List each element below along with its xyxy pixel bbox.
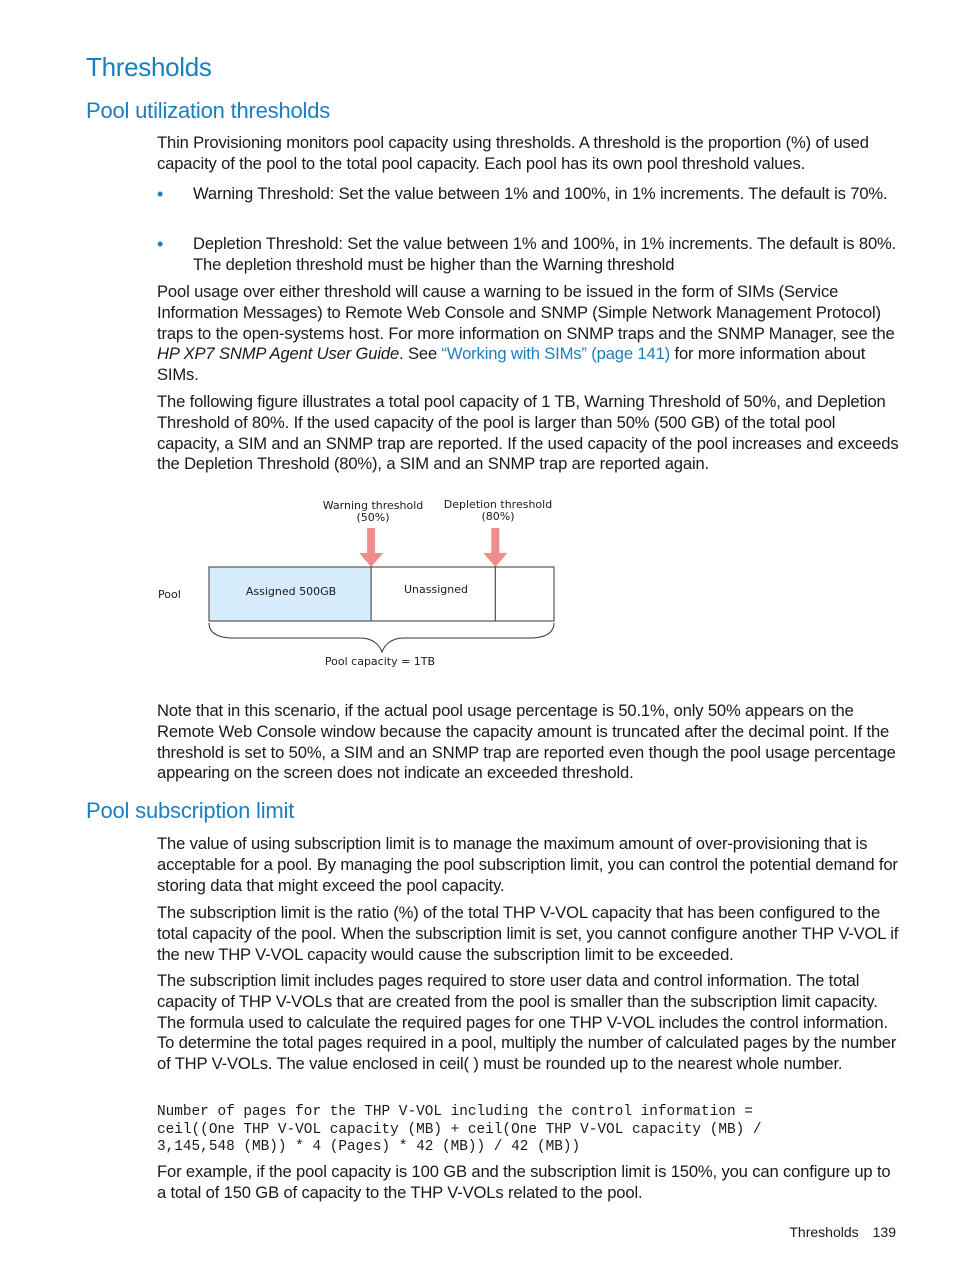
figure-description-paragraph xyxy=(157,392,899,475)
page-footer xyxy=(789,1224,896,1240)
unassigned-label: Unassigned xyxy=(404,583,468,596)
footer-page-number: 139 xyxy=(872,1224,896,1240)
subscription-paragraph-2 xyxy=(157,903,899,965)
code-line-3: 3,145,548 (MB)) * 4 (Pages) * 42 (MB)) / 42 (MB)) xyxy=(157,1139,581,1156)
warning-label-line1: Warning threshold xyxy=(322,499,424,512)
capacity-brace xyxy=(209,623,554,652)
warning-threshold-label xyxy=(318,500,428,524)
page-title: Thresholds xyxy=(86,52,212,82)
sim-text xyxy=(157,282,899,386)
subscription-text-3: The subscription limit includes pages required to store user data and control information. The total capacity of THP V-VOLs that are created from the pool is smaller than the subscription limit capacity. The formula used to calculate the required pages for one THP V-VOL includes the control information. To determine the total pages required in a pool, multiply the number of calculated pages by the number of THP V-VOLs. The value enclosed in ceil( ) must be rounded up to the nearest whole number. xyxy=(157,971,897,1074)
warning-label-line2: (50%) xyxy=(356,511,390,524)
code-line-2: ceil((One THP V-VOL capacity (MB) + ceil(One THP V-VOL capacity (MB) / xyxy=(157,1121,762,1138)
depletion-arrow-icon xyxy=(483,528,507,567)
section-heading-pool-subscription: Pool subscription limit xyxy=(86,798,295,823)
section-heading-pool-utilization: Pool utilization thresholds xyxy=(86,98,331,123)
subscription-text-2: The subscription limit is the ratio (%) of the total THP V-VOL capacity that has been configured to the total capacity of the pool. When the subscription limit is set, you cannot configure another THP V-VOL if the new THP V-VOL capacity would cause the subscription limit to be exceeded. xyxy=(157,903,899,964)
guide-title: HP XP7 SNMP Agent User Guide xyxy=(157,344,400,364)
bullet-text: Warning Threshold: Set the value between 1% and 100%, in 1% increments. The default is 70%. xyxy=(193,184,888,203)
bullet-dot-icon: • xyxy=(157,184,164,204)
depletion-label-line2: (80%) xyxy=(481,510,515,523)
sim-paragraph xyxy=(157,282,899,386)
subscription-text-4: For example, if the pool capacity is 100 GB and the subscription limit is 150%, you can configure up to a total of 150 GB of capacity to the THP V-VOLs related to the pool. xyxy=(157,1162,891,1202)
warning-arrow-icon xyxy=(359,528,383,567)
footer-section-name: Thresholds xyxy=(789,1224,859,1240)
working-with-sims-link[interactable]: “Working with SIMs” (page 141) xyxy=(441,344,671,364)
subscription-text-1: The value of using subscription limit is to manage the maximum amount of over-provisioning that is acceptable for a pool. By managing the pool subscription limit, you can control the potential demand for storing data that might exceed the pool capacity. xyxy=(157,834,898,895)
sim-text-a: Pool usage over either threshold will cause a warning to be issued in the form of SIMs (Service Information Messages) to Remote Web Console and SNMP (Simple Network Management Protocol) traps to the open-systems host. For more information on SNMP traps and the SNMP Manager, see the xyxy=(157,282,895,343)
formula-code-block xyxy=(157,1104,899,1157)
intro-text: Thin Provisioning monitors pool capacity using thresholds. A threshold is the proportion (%) of used capacity of the pool to the total pool capacity. Each pool has its own pool threshold values. xyxy=(157,133,869,173)
depletion-label-line1: Depletion threshold xyxy=(443,498,553,511)
bullet-depletion-threshold xyxy=(157,234,899,276)
subscription-paragraph-4 xyxy=(157,1162,899,1204)
sim-text-b: . See xyxy=(399,344,442,364)
subscription-paragraph-3 xyxy=(157,971,899,1075)
pool-label: Pool xyxy=(158,588,181,601)
depletion-threshold-label xyxy=(440,499,556,523)
intro-paragraph xyxy=(157,133,899,175)
note-text: Note that in this scenario, if the actual pool usage percentage is 50.1%, only 50% appears on the Remote Web Console window because the capacity amount is truncated after the decimal point. If the threshold is set to 50%, a SIM and an SNMP trap are reported even though the pool usage percentage appearing on the screen does not indicate an exceeded threshold. xyxy=(157,701,896,783)
pool-capacity-label: Pool capacity = 1TB xyxy=(324,655,436,668)
bullet-warning-threshold xyxy=(157,184,899,205)
pool-threshold-figure xyxy=(150,490,570,675)
subscription-paragraph-1 xyxy=(157,834,899,896)
assigned-label: Assigned 500GB xyxy=(245,585,337,598)
bullet-dot-icon: • xyxy=(157,234,164,254)
bullet-text: Depletion Threshold: Set the value between 1% and 100%, in 1% increments. The default is 80%. The depletion threshold must be higher than the Warning threshold xyxy=(193,234,897,274)
sim-text-c: for more information about SIMs. xyxy=(157,344,866,385)
figure-description-text: The following figure illustrates a total pool capacity of 1 TB, Warning Threshold of 50%, and Depletion Threshold of 80%. If the used capacity of the pool is larger than 50% (500 GB) of the total pool capacity, a SIM and an SNMP trap are reported. If the used capacity of the pool increases and exceeds the Depletion Threshold (80%), a SIM and an SNMP trap are reported again. xyxy=(157,392,899,474)
code-line-1: Number of pages for the THP V-VOL including the control information = xyxy=(157,1104,753,1120)
note-paragraph xyxy=(157,701,899,784)
